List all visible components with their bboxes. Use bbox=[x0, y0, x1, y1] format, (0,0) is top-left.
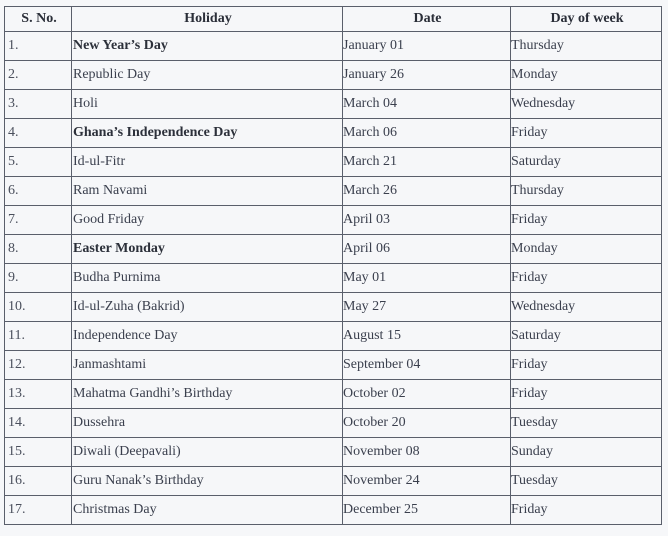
row-holiday-name: Budha Purnima bbox=[72, 264, 343, 293]
row-holiday-name: Dussehra bbox=[72, 409, 343, 438]
table-row bbox=[5, 496, 662, 525]
row-serial-number: 1. bbox=[5, 32, 72, 61]
row-serial-number: 11. bbox=[5, 322, 72, 351]
row-holiday-name: Diwali (Deepavali) bbox=[72, 438, 343, 467]
table-row bbox=[5, 235, 662, 264]
header-row bbox=[5, 7, 662, 32]
header-date: Date bbox=[343, 7, 511, 32]
row-day-of-week: Friday bbox=[511, 119, 662, 148]
table-row bbox=[5, 409, 662, 438]
table-row bbox=[5, 380, 662, 409]
row-serial-number: 14. bbox=[5, 409, 72, 438]
row-serial-number: 10. bbox=[5, 293, 72, 322]
row-holiday-name: Janmashtami bbox=[72, 351, 343, 380]
row-serial-number: 9. bbox=[5, 264, 72, 293]
row-date: March 04 bbox=[343, 90, 511, 119]
row-day-of-week: Friday bbox=[511, 264, 662, 293]
row-serial-number: 6. bbox=[5, 177, 72, 206]
row-date: January 26 bbox=[343, 61, 511, 90]
header-sno: S. No. bbox=[5, 7, 72, 32]
row-serial-number: 17. bbox=[5, 496, 72, 525]
table-row bbox=[5, 438, 662, 467]
table-row bbox=[5, 32, 662, 61]
row-serial-number: 2. bbox=[5, 61, 72, 90]
row-holiday-name: Id-ul-Zuha (Bakrid) bbox=[72, 293, 343, 322]
row-date: December 25 bbox=[343, 496, 511, 525]
table-body bbox=[5, 32, 662, 525]
row-day-of-week: Thursday bbox=[511, 177, 662, 206]
row-serial-number: 16. bbox=[5, 467, 72, 496]
row-holiday-name: Ghana’s Independence Day bbox=[72, 119, 343, 148]
row-day-of-week: Tuesday bbox=[511, 409, 662, 438]
table-row bbox=[5, 177, 662, 206]
table-row bbox=[5, 119, 662, 148]
row-date: September 04 bbox=[343, 351, 511, 380]
row-day-of-week: Tuesday bbox=[511, 467, 662, 496]
row-day-of-week: Friday bbox=[511, 351, 662, 380]
row-serial-number: 13. bbox=[5, 380, 72, 409]
table-header bbox=[5, 7, 662, 32]
table-row bbox=[5, 351, 662, 380]
row-serial-number: 7. bbox=[5, 206, 72, 235]
row-date: May 27 bbox=[343, 293, 511, 322]
holiday-table bbox=[4, 6, 662, 525]
row-date: March 26 bbox=[343, 177, 511, 206]
row-date: October 02 bbox=[343, 380, 511, 409]
table-row bbox=[5, 90, 662, 119]
row-serial-number: 3. bbox=[5, 90, 72, 119]
row-day-of-week: Friday bbox=[511, 496, 662, 525]
table-row bbox=[5, 148, 662, 177]
row-holiday-name: Republic Day bbox=[72, 61, 343, 90]
row-serial-number: 12. bbox=[5, 351, 72, 380]
row-serial-number: 15. bbox=[5, 438, 72, 467]
row-day-of-week: Wednesday bbox=[511, 90, 662, 119]
row-holiday-name: New Year’s Day bbox=[72, 32, 343, 61]
row-date: April 03 bbox=[343, 206, 511, 235]
table-row bbox=[5, 322, 662, 351]
row-day-of-week: Monday bbox=[511, 235, 662, 264]
row-day-of-week: Saturday bbox=[511, 148, 662, 177]
row-holiday-name: Mahatma Gandhi’s Birthday bbox=[72, 380, 343, 409]
row-serial-number: 8. bbox=[5, 235, 72, 264]
row-day-of-week: Sunday bbox=[511, 438, 662, 467]
row-date: August 15 bbox=[343, 322, 511, 351]
row-date: November 24 bbox=[343, 467, 511, 496]
row-date: May 01 bbox=[343, 264, 511, 293]
row-day-of-week: Wednesday bbox=[511, 293, 662, 322]
header-holiday: Holiday bbox=[72, 7, 343, 32]
row-day-of-week: Friday bbox=[511, 380, 662, 409]
row-day-of-week: Monday bbox=[511, 61, 662, 90]
row-date: November 08 bbox=[343, 438, 511, 467]
row-day-of-week: Saturday bbox=[511, 322, 662, 351]
row-holiday-name: Ram Navami bbox=[72, 177, 343, 206]
header-day-of-week: Day of week bbox=[511, 7, 662, 32]
row-holiday-name: Id-ul-Fitr bbox=[72, 148, 343, 177]
row-date: March 06 bbox=[343, 119, 511, 148]
row-date: October 20 bbox=[343, 409, 511, 438]
row-holiday-name: Good Friday bbox=[72, 206, 343, 235]
row-holiday-name: Guru Nanak’s Birthday bbox=[72, 467, 343, 496]
table-row bbox=[5, 467, 662, 496]
row-date: January 01 bbox=[343, 32, 511, 61]
row-day-of-week: Thursday bbox=[511, 32, 662, 61]
row-date: April 06 bbox=[343, 235, 511, 264]
row-date: March 21 bbox=[343, 148, 511, 177]
row-day-of-week: Friday bbox=[511, 206, 662, 235]
row-holiday-name: Independence Day bbox=[72, 322, 343, 351]
row-holiday-name: Holi bbox=[72, 90, 343, 119]
table-row bbox=[5, 264, 662, 293]
row-holiday-name: Christmas Day bbox=[72, 496, 343, 525]
row-serial-number: 5. bbox=[5, 148, 72, 177]
table-row bbox=[5, 206, 662, 235]
table-row bbox=[5, 61, 662, 90]
row-holiday-name: Easter Monday bbox=[72, 235, 343, 264]
row-serial-number: 4. bbox=[5, 119, 72, 148]
table-row bbox=[5, 293, 662, 322]
